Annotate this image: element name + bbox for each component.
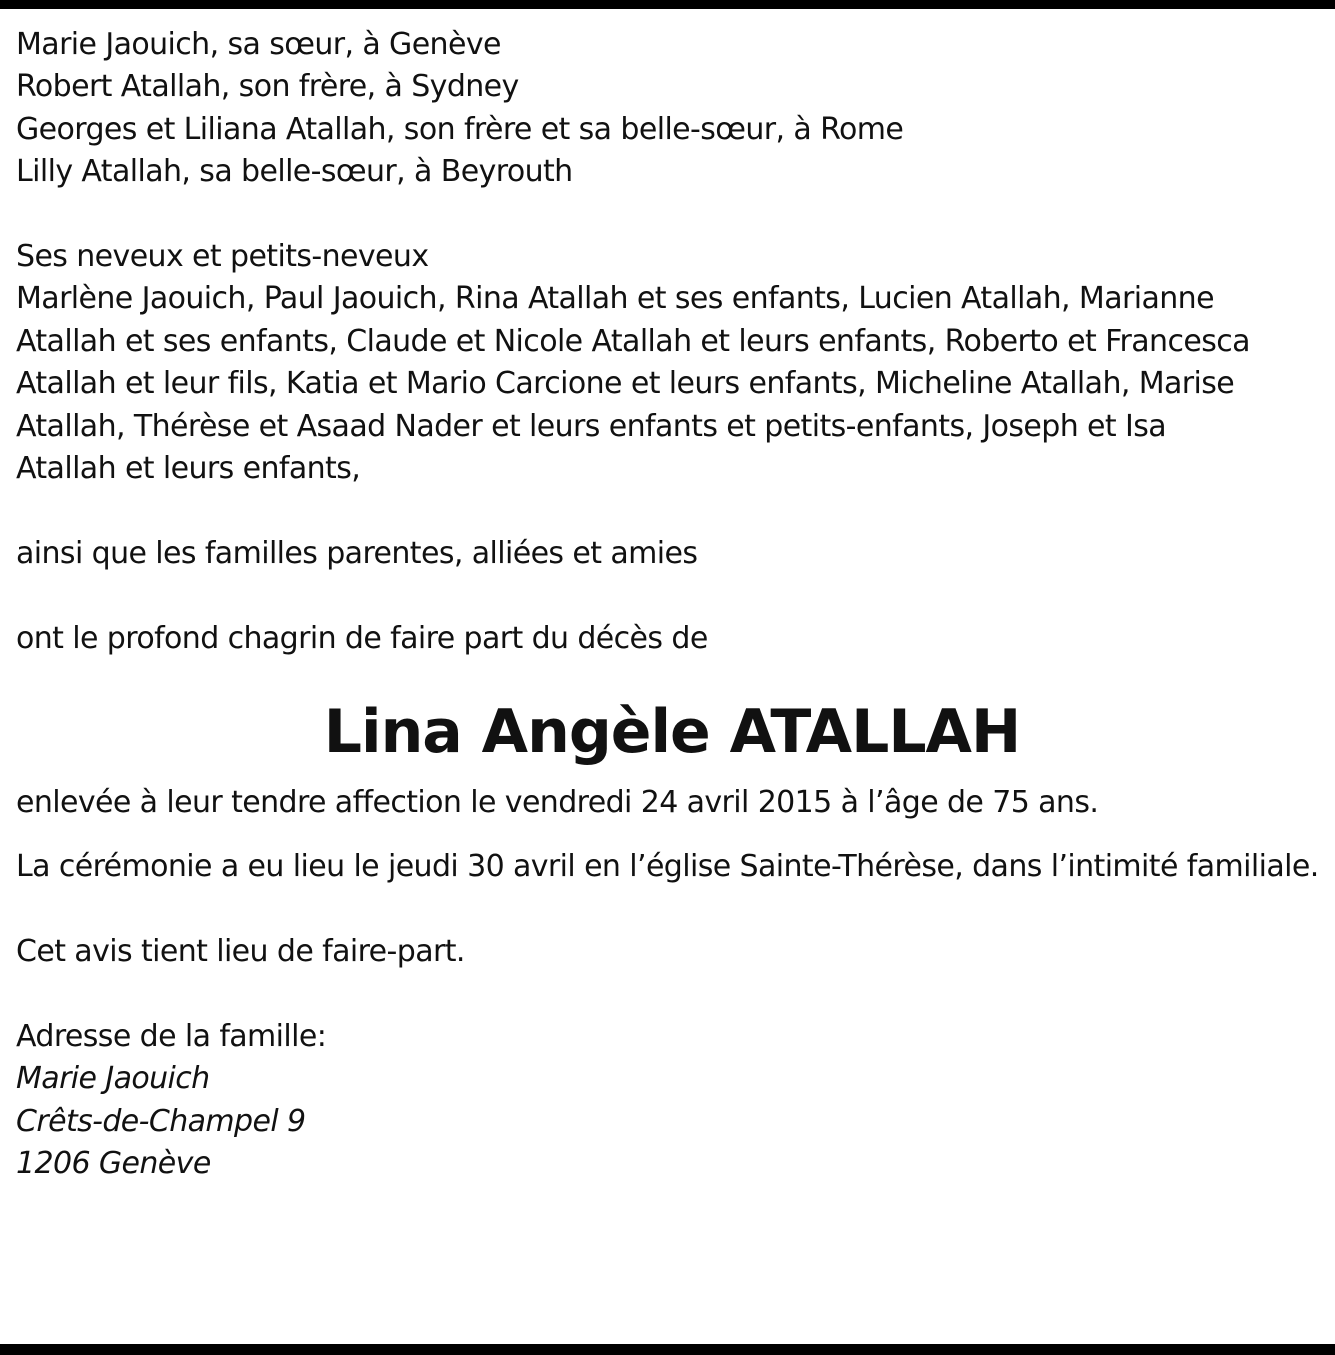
nephews-line-4: Atallah, Thérèse et Asaad Nader et leurs enfants et petits-enfants, Joseph et Isa [16, 408, 1167, 444]
deceased-name: Lina Angèle ATALLAH [323, 697, 1021, 768]
bottom-border [0, 1344, 1335, 1355]
family-member-1: Marie Jaouich, sa sœur, à Genève [16, 27, 501, 62]
family-member-4: Lilly Atallah, sa belle-sœur, à Beyrouth [16, 154, 573, 190]
top-border [0, 0, 1335, 9]
families-line: ainsi que les familles parentes, alliées et amies [16, 535, 698, 571]
death-info: enlevée à leur tendre affection le vendredi 24 avril 2015 à l’âge de 75 ans. [16, 785, 1099, 821]
obituary-notice [16, 24, 1328, 1186]
address-city: 1206 Genève [16, 1146, 211, 1182]
announcement-line: ont le profond chagrin de faire part du décès de [16, 620, 708, 656]
ceremony-text: La cérémonie a eu lieu le jeudi 30 avril en l’église Sainte-Thérèse, dans l’intimité familiale. [16, 849, 1319, 885]
family-member-2: Robert Atallah, son frère, à Sydney [16, 69, 519, 105]
address-label: Adresse de la famille: [16, 1019, 327, 1055]
notice-line: Cet avis tient lieu de faire-part. [16, 934, 465, 970]
family-member-3: Georges et Liliana Atallah, son frère et sa belle-sœur, à Rome [16, 111, 904, 147]
nephews-line-1: Marlène Jaouich, Paul Jaouich, Rina Atallah et ses enfants, Lucien Atallah, Marianne [16, 281, 1214, 317]
nephews-line-2: Atallah et ses enfants, Claude et Nicole Atallah et leurs enfants, Roberto et Francesca [16, 323, 1250, 359]
address-name: Marie Jaouich [16, 1061, 210, 1097]
nephews-line-5: Atallah et leurs enfants, [16, 451, 361, 487]
nephews-line-3: Atallah et leur fils, Katia et Mario Carcione et leurs enfants, Micheline Atallah, Marise [16, 366, 1235, 402]
nephews-heading: Ses neveux et petits-neveux [16, 239, 429, 275]
address-street: Crêts-de-Champel 9 [16, 1103, 306, 1139]
